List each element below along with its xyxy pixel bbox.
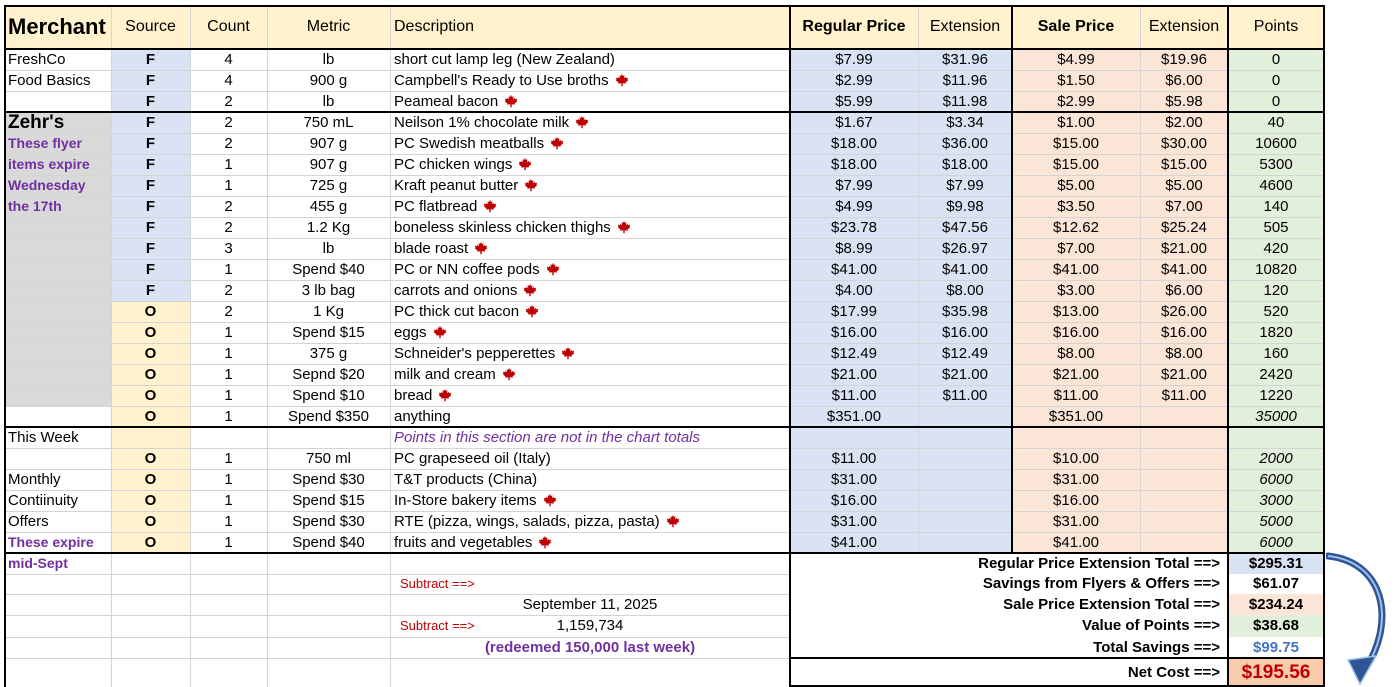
description-text: In-Store bakery items [394,492,537,509]
metric-cell: Spend $15 [292,492,365,509]
subtract-label: Subtract ==> [400,618,475,633]
metric-cell: Spend $30 [292,513,365,530]
merchant-label: Zehr's [8,112,65,133]
maple-leaf-icon [496,366,516,383]
regular-extension-cell: $36.00 [942,135,988,152]
description-text: RTE (pizza, wings, salads, pizza, pasta) [394,513,660,530]
description-cell [390,91,790,112]
description-text: Peameal bacon [394,93,499,110]
metric-cell: 455 g [309,198,348,215]
count-cell: 2 [224,135,233,152]
total-label: Value of Points ==> [1082,617,1220,634]
count-cell: 1 [224,261,233,278]
description-cell [390,364,790,385]
sale-price-cell: $41.00 [1053,534,1099,551]
sale-price-cell: $3.00 [1057,282,1095,299]
sale-price-cell: $8.00 [1057,345,1095,362]
regular-price-cell: $31.00 [831,513,877,530]
source-cell: O [144,492,157,509]
sale-extension-cell: $21.00 [1161,366,1207,383]
regular-price-cell: $7.99 [835,51,873,68]
maple-leaf-icon [432,387,452,404]
count-cell: 1 [224,177,233,194]
description-text: short cut lamp leg (New Zealand) [394,51,615,68]
maple-leaf-icon [660,513,680,530]
description-text: Kraft peanut butter [394,177,519,194]
regular-extension-cell: $9.98 [946,198,984,215]
regular-price-cell: $18.00 [831,156,877,173]
description-text: milk and cream [394,366,496,383]
points-cell: 35000 [1255,408,1297,425]
regular-price-cell: $7.99 [835,177,873,194]
description-cell [390,238,790,259]
count-cell: 2 [224,219,233,236]
sale-extension-cell: $30.00 [1161,135,1207,152]
merchant-label: Food Basics [8,72,91,89]
subtract-label: Subtract ==> [400,576,475,591]
merchant-label: FreshCo [8,51,66,68]
points-cell: 6000 [1259,471,1293,488]
count-cell: 2 [224,114,233,131]
total-label: Savings from Flyers & Offers ==> [982,575,1220,592]
regular-price-cell: $5.99 [835,93,873,110]
description-cell [390,532,790,553]
points-cell: 10820 [1255,261,1297,278]
merchant-label: Monthly [8,471,61,488]
description-cell [390,469,790,490]
description-cell [390,133,790,154]
points-cell: 5300 [1259,156,1293,173]
sale-price-cell: $1.50 [1057,72,1095,89]
source-cell: F [145,114,156,131]
points-cell: 6000 [1259,534,1293,551]
source-cell: F [145,261,156,278]
count-cell: 1 [224,387,233,404]
sale-extension-cell: $41.00 [1161,261,1207,278]
description-text: Schneider's pepperettes [394,345,556,362]
regular-extension-cell: $47.56 [942,219,988,236]
source-cell: F [145,177,156,194]
maple-leaf-icon [427,324,447,341]
description-cell [390,154,790,175]
sale-price-cell: $16.00 [1053,492,1099,509]
sale-price-header: Sale Price [1037,18,1115,35]
points-cell: 0 [1271,51,1281,68]
regular-price-cell: $17.99 [831,303,877,320]
grid-col-line [267,553,268,687]
sale-extension-cell: $15.00 [1161,156,1207,173]
sale-price-cell: $31.00 [1053,471,1099,488]
description-cell [390,448,790,469]
border-left [4,5,6,687]
count-cell: 1 [224,345,233,362]
points-cell: 505 [1263,219,1289,236]
metric-cell: 1 Kg [313,303,344,320]
source-cell: O [144,471,157,488]
description-text: PC or NN coffee pods [394,261,540,278]
description-cell [390,343,790,364]
sale-extension-cell: $6.00 [1165,282,1203,299]
regular-extension-cell: $26.97 [942,240,988,257]
source-cell: O [144,450,157,467]
source-cell: F [145,219,156,236]
sale-price-cell: $21.00 [1053,366,1099,383]
count-cell: 2 [224,303,233,320]
sale-extension-cell: $8.00 [1165,345,1203,362]
regular-extension-cell: $7.99 [946,177,984,194]
merchant-label: mid-Sept [8,555,68,571]
metric-cell: Spend $350 [288,408,369,425]
metric-cell: 1.2 Kg [306,219,351,236]
maple-leaf-icon [468,240,488,257]
source-cell: F [145,198,156,215]
merchant-header: Merchant [8,14,106,39]
points-cell: 1820 [1259,324,1293,341]
count-cell: 3 [224,240,233,257]
description-cell [390,301,790,322]
description-cell [390,490,790,511]
regular-price-cell: $2.99 [835,72,873,89]
regular-price-cell: $4.00 [835,282,873,299]
regular-price-cell: $18.00 [831,135,877,152]
source-cell: O [144,387,157,404]
source-cell: F [145,51,156,68]
sale-extension-cell: $11.00 [1161,387,1207,404]
sale-price-cell: $31.00 [1053,513,1099,530]
description-cell [390,217,790,238]
total-label: Total Savings ==> [1093,639,1220,656]
regular-extension-cell: $11.98 [942,93,988,110]
total-label: Regular Price Extension Total ==> [978,555,1220,572]
metric-cell: lb [322,93,335,110]
sale-price-cell: $4.99 [1057,51,1095,68]
sale-price-cell: $41.00 [1053,261,1099,278]
metric-cell: 725 g [309,177,348,194]
description-cell [390,112,790,133]
metric-cell: Sepnd $20 [292,366,365,383]
spreadsheet [4,5,1324,687]
source-cell: F [145,240,156,257]
maple-leaf-icon [517,282,537,299]
maple-leaf-icon [512,156,532,173]
source-cell: O [144,366,157,383]
total-value: $99.75 [1253,639,1299,656]
maple-leaf-icon [569,114,589,131]
description-text: PC grapeseed oil (Italy) [394,450,551,467]
points-cell: 120 [1263,282,1289,299]
description-cell [390,280,790,301]
maple-leaf-icon [537,492,557,509]
regular-price-cell: $11.00 [831,387,877,404]
source-cell: O [144,324,157,341]
regular-extension-cell: $41.00 [942,261,988,278]
report-date: September 11, 2025 [522,596,658,613]
merchant-label: Wednesday [8,177,86,193]
count-cell: 1 [224,366,233,383]
maple-leaf-icon [540,261,560,278]
points-cell: 0 [1271,93,1281,110]
count-cell: 1 [224,324,233,341]
points-cell: 160 [1263,345,1289,362]
description-text: blade roast [394,240,469,257]
regular-price-cell: $31.00 [831,471,877,488]
total-value: $195.56 [1241,662,1311,683]
points-cell: 140 [1263,198,1289,215]
metric-cell: 900 g [309,72,348,89]
count-cell: 1 [224,156,233,173]
description-text: boneless skinless chicken thighs [394,219,611,236]
sale-price-cell: $15.00 [1053,135,1099,152]
description-text: fruits and vegetables [394,534,533,551]
description-cell [390,49,790,70]
description-text: PC chicken wings [394,156,513,173]
total-value: $295.31 [1248,555,1304,572]
regular-extension-cell: $12.49 [942,345,988,362]
points-cell: 5000 [1259,513,1293,530]
sale-extension-cell: $16.00 [1161,324,1207,341]
sale-extension-cell: $26.00 [1161,303,1207,320]
metric-cell: Spend $40 [292,261,365,278]
description-cell [390,70,790,91]
merchant-label: Offers [8,513,49,530]
metric-cell: 907 g [309,156,348,173]
source-header: Source [125,18,176,35]
source-cell-bg [111,427,190,448]
grid-col-line [190,553,191,687]
maple-leaf-icon [611,219,631,236]
sale-price-cell: $16.00 [1053,324,1099,341]
regular-price-cell: $16.00 [831,492,877,509]
source-cell: F [145,72,156,89]
description-text: PC flatbread [394,198,478,215]
regular-price-cell: $41.00 [831,534,877,551]
description-cell [390,406,790,427]
sale-extension-cell: $6.00 [1165,72,1203,89]
description-cell [390,259,790,280]
regular-extension-cell: $11.96 [942,72,988,89]
description-cell [390,385,790,406]
sale-price-cell: $12.62 [1053,219,1099,236]
maple-leaf-icon [519,303,539,320]
total-value: $234.24 [1248,596,1304,613]
regular-price-cell: $23.78 [831,219,877,236]
maple-leaf-icon [555,345,575,362]
metric-cell: Spend $10 [292,387,365,404]
regular-price-cell: $41.00 [831,261,877,278]
source-cell: O [144,345,157,362]
sale-price-cell: $15.00 [1053,156,1099,173]
regular-extension-header: Extension [929,18,1001,35]
maple-leaf-icon [477,198,497,215]
metric-cell: 750 mL [303,114,354,131]
maple-leaf-icon [609,72,629,89]
merchant-label: Contiinuity [8,492,79,509]
count-cell: 4 [224,72,233,89]
sale-price-cell: $2.99 [1057,93,1095,110]
count-cell: 1 [224,513,233,530]
description-text: anything [394,408,451,425]
regular-extension-cell: $3.34 [946,114,984,131]
metric-cell: 907 g [309,135,348,152]
sale-extension-cell: $25.24 [1161,219,1207,236]
regular-extension-cell: $8.00 [946,282,984,299]
regular-extension-cell: $11.00 [942,387,988,404]
description-text: carrots and onions [394,282,518,299]
sale-price-cell: $13.00 [1053,303,1099,320]
merchant-label: This Week [8,429,79,446]
description-header: Description [394,18,475,35]
regular-price-cell: $4.99 [835,198,873,215]
points-cell: 4600 [1259,177,1293,194]
points-cell: 520 [1263,303,1289,320]
points-cell: 1220 [1259,387,1293,404]
sale-price-cell: $11.00 [1053,387,1099,404]
metric-header: Metric [306,18,351,35]
count-cell: 2 [224,198,233,215]
metric-cell: Spend $40 [292,534,365,551]
regular-price-cell: $21.00 [831,366,877,383]
regular-price-cell: $16.00 [831,324,877,341]
source-cell: O [144,534,157,551]
count-cell: 1 [224,450,233,467]
maple-leaf-icon [544,135,564,152]
points-cell: 0 [1271,72,1281,89]
sale-price-cell: $10.00 [1053,450,1099,467]
merchant-label: These flyer [8,135,82,151]
sale-price-cell: $7.00 [1057,240,1095,257]
sale-extension-cell: $19.96 [1161,51,1207,68]
regular-price-header: Regular Price [802,18,906,35]
regular-price-cell: $12.49 [831,345,877,362]
total-value: $61.07 [1253,575,1299,592]
source-cell: F [145,135,156,152]
sale-extension-cell: $5.98 [1165,93,1203,110]
grid-col-line [111,553,112,687]
source-cell: F [145,156,156,173]
metric-cell: Spend $30 [292,471,365,488]
metric-cell: 750 ml [305,450,352,467]
description-text: eggs [394,324,427,341]
points-balance: 1,159,734 [556,617,624,634]
maple-leaf-icon [518,177,538,194]
sale-price-cell: $3.50 [1057,198,1095,215]
points-cell: 2420 [1259,366,1293,383]
redeemed-note: (redeemed 150,000 last week) [484,639,696,656]
regular-extension-cell: $21.00 [942,366,988,383]
description-text: PC thick cut bacon [394,303,520,320]
regular-extension-cell: $31.96 [942,51,988,68]
points-cell: 420 [1263,240,1289,257]
description-text: Neilson 1% chocolate milk [394,114,570,131]
count-cell: 1 [224,534,233,551]
description-text: T&T products (China) [394,471,538,488]
points-header: Points [1253,18,1299,35]
count-header: Count [207,18,250,35]
curved-arrow-head [1348,656,1376,684]
sale-extension-cell: $5.00 [1165,177,1203,194]
points-cell: 10600 [1255,135,1297,152]
regular-extension-cell: $18.00 [942,156,988,173]
regular-price-cell: $1.67 [835,114,873,131]
count-cell: 4 [224,51,233,68]
total-label: Net Cost ==> [1127,664,1220,681]
source-cell: O [144,408,157,425]
merchant-label: items expire [8,156,90,172]
sale-extension-cell: $2.00 [1165,114,1203,131]
merchant-label: the 17th [8,198,62,214]
count-cell: 1 [224,492,233,509]
metric-cell: lb [322,240,335,257]
description-cell [390,427,1012,448]
regular-extension-cell: $16.00 [942,324,988,341]
points-cell: 2000 [1259,450,1293,467]
description-text: Points in this section are not in the chart totals [394,429,700,446]
count-cell: 1 [224,408,233,425]
sale-price-cell: $1.00 [1057,114,1095,131]
points-cell: 3000 [1259,492,1293,509]
metric-cell: lb [322,51,335,68]
curved-arrow-icon [1326,550,1398,687]
total-label: Sale Price Extension Total ==> [1003,596,1220,613]
regular-price-cell: $11.00 [831,450,877,467]
maple-leaf-icon [532,534,552,551]
points-cell: 40 [1267,114,1285,131]
merchant-label: These expire [8,534,94,550]
description-text: PC Swedish meatballs [394,135,545,152]
count-cell: 1 [224,471,233,488]
source-cell: F [145,93,156,110]
count-cell: 2 [224,93,233,110]
sale-price-cell: $351.00 [1048,408,1104,425]
source-cell: O [144,513,157,530]
regular-price-cell: $351.00 [826,408,882,425]
sale-price-cell: $5.00 [1057,177,1095,194]
regular-price-cell: $8.99 [835,240,873,257]
grid-row-line [4,658,790,659]
sale-extension-cell: $21.00 [1161,240,1207,257]
description-text: Campbell's Ready to Use broths [394,72,609,89]
sale-extension-cell: $7.00 [1165,198,1203,215]
description-cell [390,511,790,532]
source-cell: O [144,303,157,320]
description-cell [390,196,790,217]
count-cell: 2 [224,282,233,299]
source-cell: F [145,282,156,299]
sale-extension-header: Extension [1148,18,1220,35]
metric-cell: 375 g [309,345,348,362]
maple-leaf-icon [498,93,518,110]
regular-extension-cell: $35.98 [942,303,988,320]
description-text: bread [394,387,433,404]
description-cell [390,322,790,343]
description-cell [390,175,790,196]
total-value: $38.68 [1253,617,1299,634]
metric-cell: Spend $15 [292,324,365,341]
metric-cell: 3 lb bag [301,282,356,299]
curved-arrow-outline [1328,556,1382,668]
